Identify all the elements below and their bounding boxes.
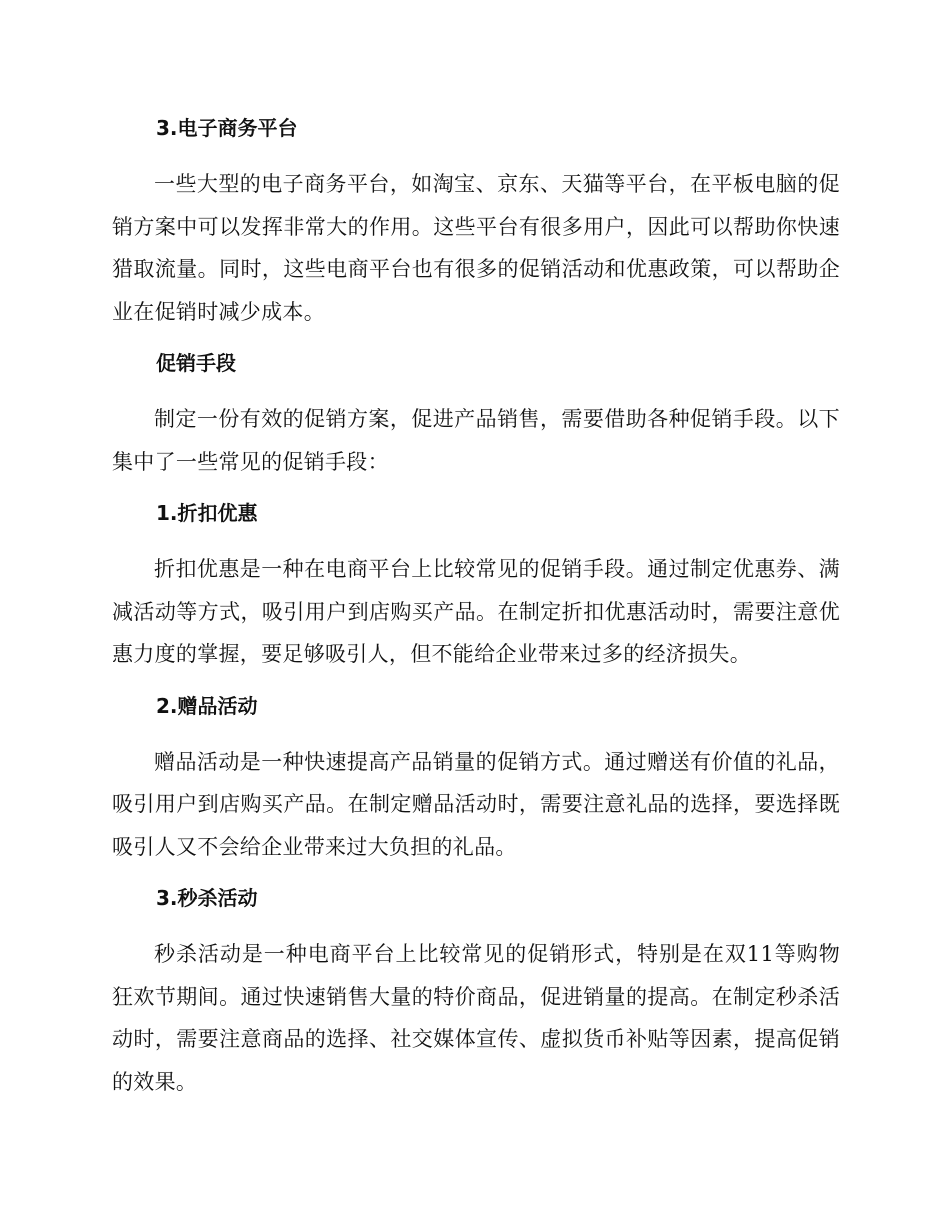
section-heading-gift-activity: 2.赠品活动 [156, 693, 258, 718]
section-heading-discount: 1.折扣优惠 [156, 501, 258, 525]
section-heading-promotion-methods: 促销手段 [156, 351, 236, 375]
section-paragraph-discount: 折扣优惠是一种在电商平台上比较常见的促销手段。通过制定优惠券、满减活动等方式，吸引用户到店购买产品。在制定折扣优惠活动时，需要注意优惠力度的掌握，要足够吸引人，但不能给企业带来过多的经济损失。 [112, 557, 840, 666]
section-heading-ecommerce-platform: 3.电子商务平台 [156, 116, 298, 140]
section-heading-flash-sale: 3.秒杀活动 [156, 886, 258, 910]
section-paragraph-gift-activity: 赠品活动是一种快速提高产品销量的促销方式。通过赠送有价值的礼品，吸引用户到店购买产品。在制定赠品活动时，需要注意礼品的选择，要选择既吸引人又不会给企业带来过大负担的礼品。 [112, 749, 840, 859]
document-page [112, 108, 840, 1103]
section-paragraph-promotion-methods: 制定一份有效的促销方案，促进产品销售，需要借助各种促销手段。以下集中了一些常见的促销手段： [112, 407, 840, 474]
section-paragraph-flash-sale: 秒杀活动是一种电商平台上比较常见的促销形式，特别是在双11等购物狂欢节期间。通过快速销售大量的特价商品，促进销量的提高。在制定秒杀活动时，需要注意商品的选择、社交媒体宣传、虚拟货币补贴等因素，提高促销的效果。 [112, 942, 840, 1094]
section-paragraph-ecommerce-platform: 一些大型的电子商务平台，如淘宝、京东、天猫等平台，在平板电脑的促销方案中可以发挥非常大的作用。这些平台有很多用户，因此可以帮助你快速猎取流量。同时，这些电商平台也有很多的促销活动和优惠政策，可以帮助企业在促销时减少成本。 [112, 172, 840, 324]
